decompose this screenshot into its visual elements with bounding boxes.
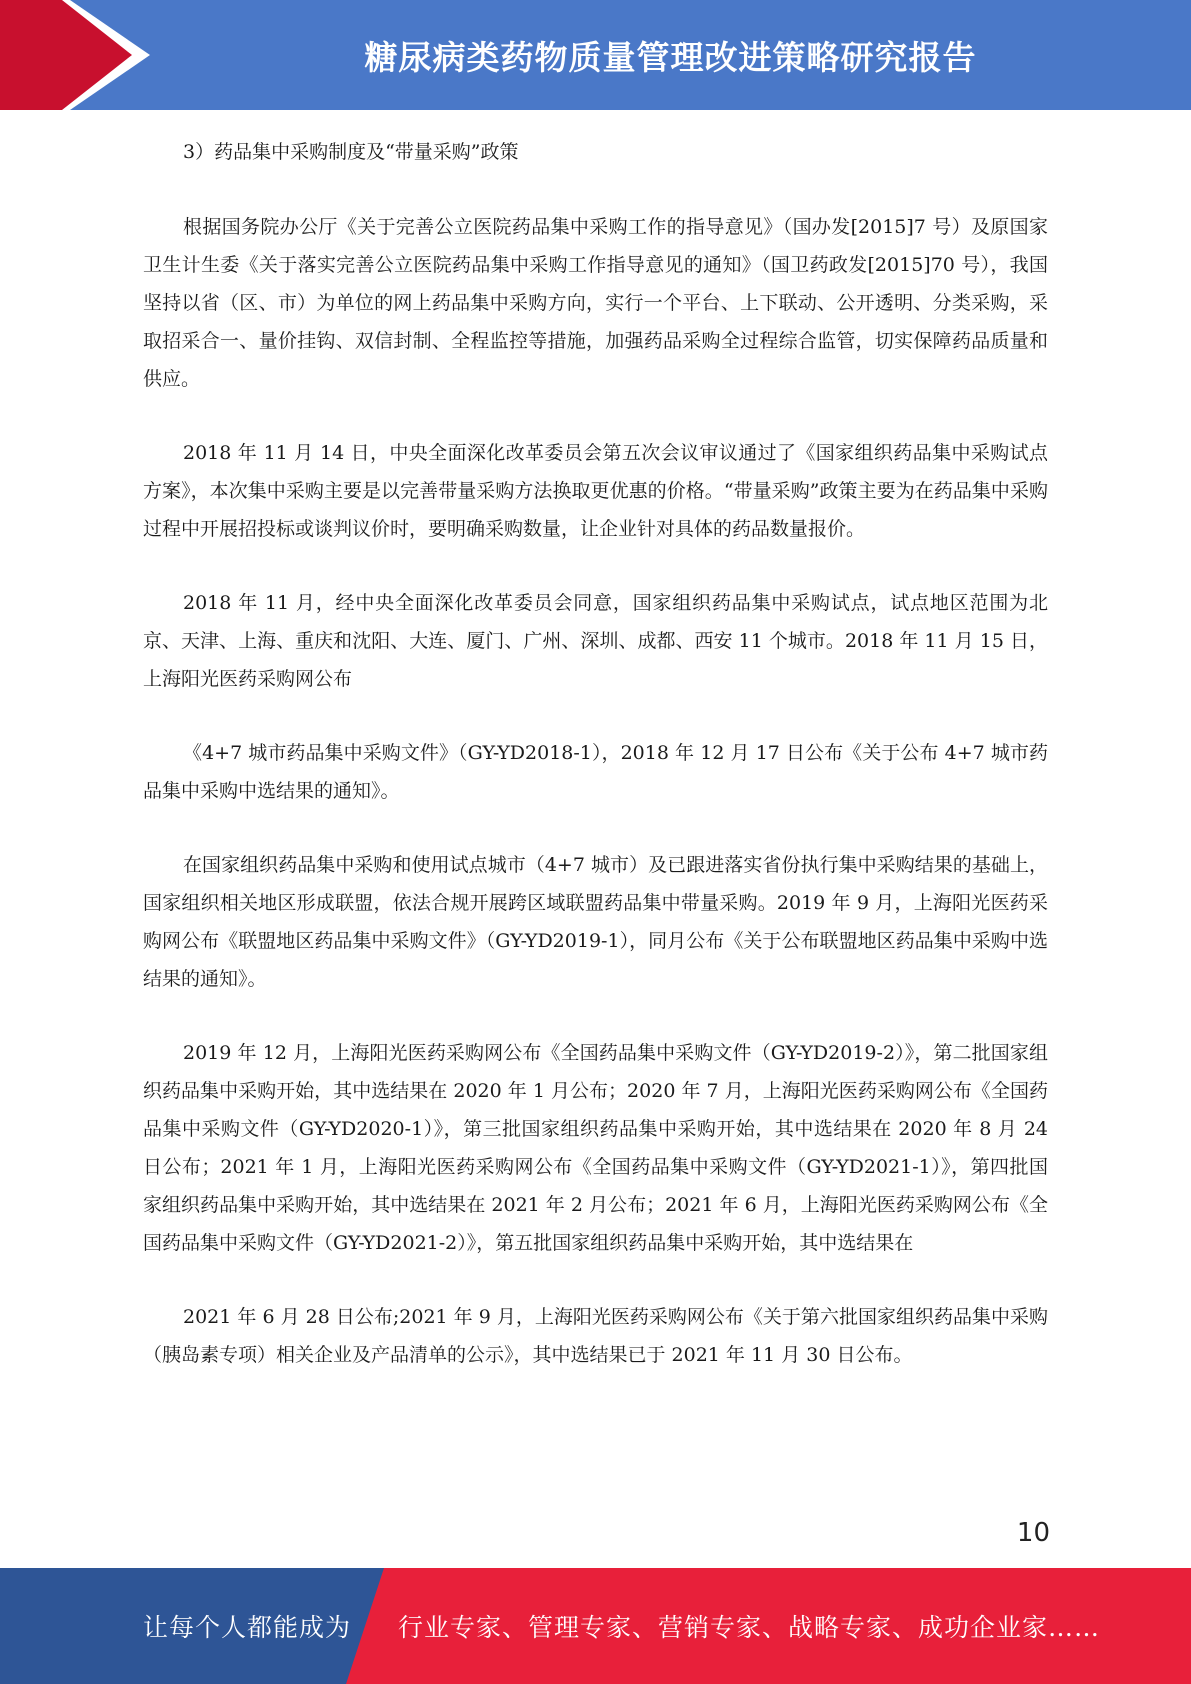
paragraph-2: 2018 年 11 月 14 日，中央全面深化改革委员会第五次会议审议通过了《国家组织药品集中采购试点方案》，本次集中采购主要是以完善带量采购方法换取更优惠的价格。“带量采购”政策主要为在药品集中采购过程中开展招投标或谈判议价时，要明确采购数量，让企业针对具体的药品数量报价。: [143, 442, 1048, 540]
paragraph-7: 2021 年 6 月 28 日公布;2021 年 9 月，上海阳光医药采购网公布《关于第六批国家组织药品集中采购（胰岛素专项）相关企业及产品清单的公示》，其中选结果已于 2021 年 11 月 30 日公布。: [143, 1306, 1048, 1366]
paragraph-4: 《4+7 城市药品集中采购文件》（GY-YD2018-1），2018 年 12 月 17 日公布《关于公布 4+7 城市药品集中采购中选结果的通知》。: [143, 742, 1048, 802]
footer-slogan-left: 让每个人都能成为: [143, 1613, 352, 1642]
paragraph-5: 在国家组织药品集中采购和使用试点城市（4+7 城市）及已跟进落实省份执行集中采购结果的基础上，国家组织相关地区形成联盟，依法合规开展跨区域联盟药品集中带量采购。2019 年 9 月，上海阳光医药采购网公布《联盟地区药品集中采购文件》（GY-YD2019-1），同月公布《关于公布联盟地区药品集中采购中选结果的通知》。: [143, 854, 1048, 990]
document-body: [143, 134, 1048, 1410]
report-title: 糖尿病类药物质量管理改进策略研究报告: [364, 37, 977, 77]
paragraph-3: 2018 年 11 月，经中央全面深化改革委员会同意，国家组织药品集中采购试点，试点地区范围为北京、天津、上海、重庆和沈阳、大连、厦门、广州、深圳、成都、西安 11 个城市。2018 年 11 月 15 日，上海阳光医药采购网公布: [143, 592, 1048, 690]
page-number: 10: [1016, 1518, 1050, 1548]
paragraph-6: 2019 年 12 月，上海阳光医药采购网公布《全国药品集中采购文件（GY-YD2019-2）》，第二批国家组织药品集中采购开始，其中选结果在 2020 年 1 月公布；2020 年 7 月，上海阳光医药采购网公布《全国药品集中采购文件（GY-YD2020-1）》，第三批国家组织药品集中采购开始，其中选结果在 2020 年 8 月 24 日公布；2021 年 1 月，上海阳光医药采购网公布《全国药品集中采购文件（GY-YD2021-1）》，第四批国家组织药品集中采购开始，其中选结果在 2021 年 2 月公布；2021 年 6 月，上海阳光医药采购网公布《全国药品集中采购文件（GY-YD2021-2）》，第五批国家组织药品集中采购开始，其中选结果在: [143, 1042, 1048, 1254]
section-heading: 3）药品集中采购制度及“带量采购”政策: [183, 141, 519, 163]
paragraph-1: 根据国务院办公厅《关于完善公立医院药品集中采购工作的指导意见》（国办发[2015]7 号）及原国家卫生计生委《关于落实完善公立医院药品集中采购工作指导意见的通知》（国卫药政发[2015]70 号），我国坚持以省（区、市）为单位的网上药品集中采购方向，实行一个平台、上下联动、公开透明、分类采购，采取招采合一、量价挂钩、双信封制、全程监控等措施，加强药品采购全过程综合监管，切实保障药品质量和供应。: [143, 216, 1048, 390]
page-footer: [0, 1568, 1191, 1684]
footer-slogan-right: 行业专家、管理专家、营销专家、战略专家、成功企业家……: [398, 1613, 1101, 1642]
page-header: [0, 0, 1191, 110]
